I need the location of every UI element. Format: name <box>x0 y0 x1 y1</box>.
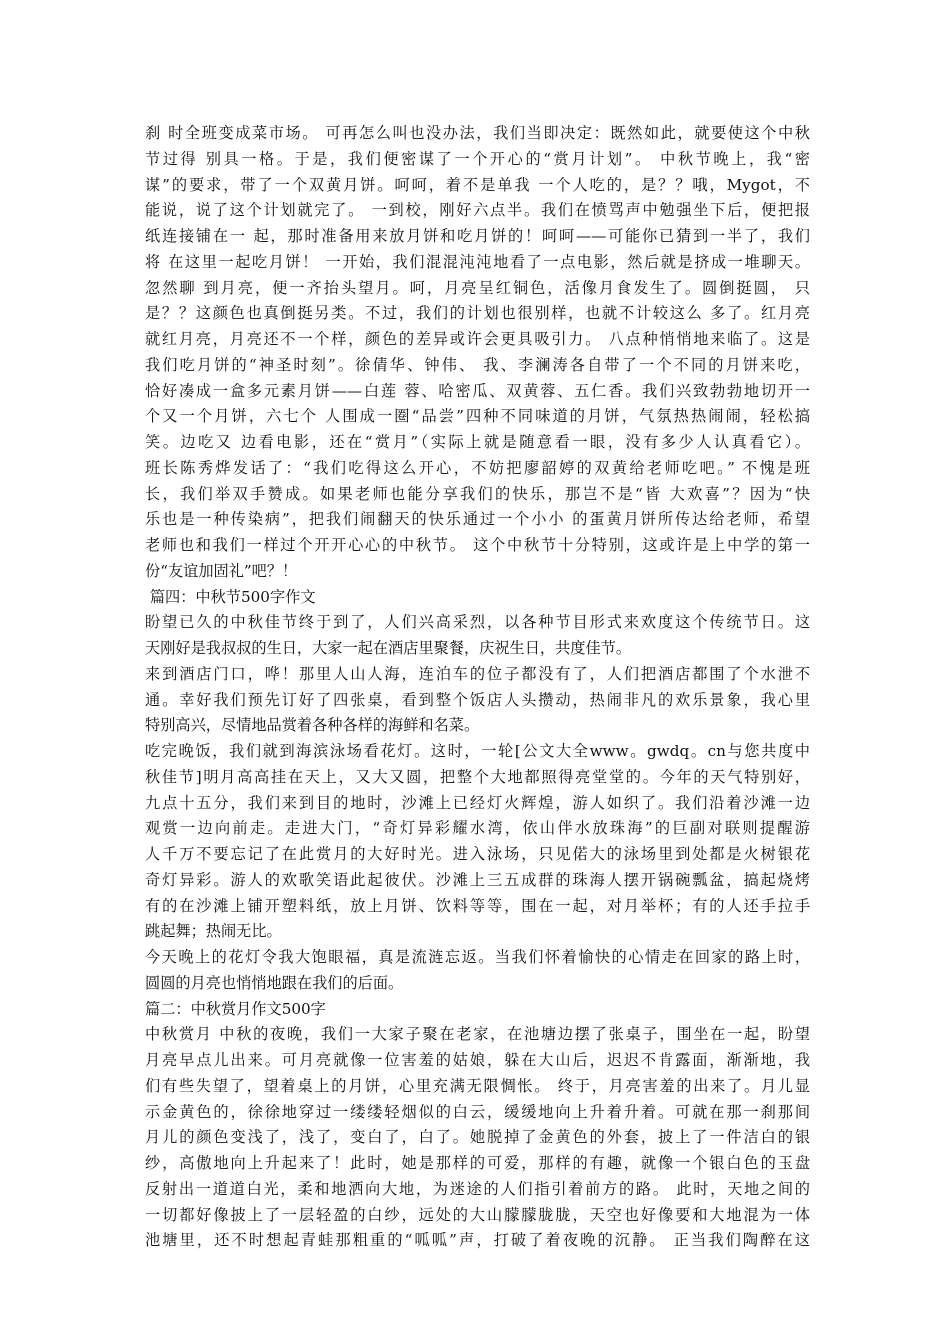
text-line: 乐也是一种传染病”，把我们闹翻天的快乐通过一个小小 的蛋黄月饼所传达给老师，希望 <box>145 510 810 529</box>
text-line: 中秋赏月 中秋的夜晚，我们一大家子聚在老家，在池塘边摆了张桌子，围坐在一起，盼望 <box>145 1025 810 1044</box>
text-line: 恰好凑成一盒多元素月饼——白莲 蓉、哈密瓜、双黄蓉、五仁香。我们兴致勃勃地切开一 <box>145 381 810 400</box>
text-line: 人千万不要忘记了在此赏月的大好时光。进入泳场，只见偌大的泳场里到处都是火树银花 <box>145 845 810 863</box>
text-line: 纱，高傲地向上升起来了！此时，她是那样的可爱，那样的有趣，就像一个银白色的玉盘 <box>145 1154 810 1172</box>
text-line: 笑。边吃又 边看电影，还在“赏月”（实际上就是随意看一眼，没有多少人认真看它）。 <box>145 433 810 451</box>
text-line: 有的在沙滩上铺开塑料纸，放上月饼、饮料等等，围在一起，对月举杯；有的人还手拉手 <box>145 896 810 915</box>
text-line: 盼望已久的中秋佳节终于到了，人们兴高采烈，以各种节目形式来欢度这个传统节日。这 <box>145 613 810 632</box>
text-line: 吃完晚饭，我们就到海滨泳场看花灯。这时，一轮[公文大全www。gwdq。cn与您共度中 <box>145 742 810 760</box>
text-line: 份“友谊加固礼”吧？！ <box>145 561 298 580</box>
text-line: 刹 时全班变成菜市场。 可再怎么叫也没办法，我们当即决定：既然如此，就要使这个中秋 <box>145 124 810 142</box>
text-line: 们有些失望了，望着桌上的月饼，心里充满无限惆怅。 终于，月亮害羞的出来了。月儿显 <box>145 1076 810 1095</box>
text-line: 一切都好像披上了一层轻盈的白纱，远处的大山朦朦胧胧，天空也好像要和大地混为一体 <box>145 1205 810 1224</box>
text-line: 今天晚上的花灯令我大饱眼福，真是流涟忘返。当我们怀着愉快的心情走在回家的路上时， <box>145 948 810 966</box>
text-line: 秋佳节]明月高高挂在天上，又大又圆，把整个大地都照得亮堂堂的。今年的天气特别好， <box>145 767 810 786</box>
text-line: 谋”的要求，带了一个双黄月饼。呵呵，着不是单我 一个人吃的，是？？哦，Mygot，不 <box>145 175 810 194</box>
text-line: 班长陈秀烨发话了：“我们吃得这么开心，不妨把廖韶婷的双黄给老师吃吧。” 不愧是班 <box>145 458 810 477</box>
text-line: 来到酒店门口，哗！那里人山人海，连泊车的位子都没有了，人们把酒店都围了个水泄不 <box>145 664 810 683</box>
text-line: 将 在这里一起吃月饼！ 一开始，我们混混沌沌地看了一点电影，然后就是挤成一堆聊天。 <box>145 252 810 271</box>
text-line: 就红月亮，月亮还不一个样，颜色的差异或许会更具吸引力。 八点种悄悄地来临了。这是 <box>145 330 810 348</box>
text-line: 老师也和我们一样过个开开心心的中秋节。 这个中秋节十分特别，这或许是上中学的第一 <box>145 536 810 554</box>
text-line: 特别高兴，尽情地品赏着各种各样的海鲜和名菜。 <box>145 716 480 735</box>
text-line: 月亮早点儿出来。可月亮就像一位害羞的姑娘，躲在大山后，迟迟不肯露面，渐渐地，我 <box>145 1051 810 1069</box>
text-line: 个又一个月饼，六七个 人围成一圈“品尝”四种不同味道的月饼，气氛热热闹闹，轻松搞 <box>145 407 810 426</box>
document-body <box>145 121 810 1254</box>
section-heading: 篇四：中秋节500字作文 <box>145 587 316 606</box>
text-line: 通。幸好我们预先订好了四张桌，看到整个饭店人头攒动，热闹非凡的欢乐景象，我心里 <box>145 690 810 709</box>
text-line: 节过得 别具一格。于是，我们便密谋了一个开心的“赏月计划”。 中秋节晚上，我“密 <box>145 149 810 168</box>
text-line: 跳起舞；热闹无比。 <box>145 922 282 941</box>
text-line: 能说，说了这个计划就完了。 一到校，刚好六点半。我们在愤骂声中勉强坐下后，便把报 <box>145 201 810 220</box>
text-line: 九点十五分，我们来到目的地时，沙滩上已经灯火辉煌，游人如织了。我们沿着沙滩一边 <box>145 793 810 812</box>
text-line: 纸连接铺在一 起，那时准备用来放月饼和吃月饼的！呵呵——可能你已猜到一半了，我们 <box>145 227 810 245</box>
text-line: 是？？这颜色也真倒挺另类。不过，我们的计划也很别样，也就不计较这么 多了。红月亮 <box>145 304 810 323</box>
text-line: 示金黄色的，徐徐地穿过一缕缕轻烟似的白云，缓缓地向上升着升着。可就在那一刹那间 <box>145 1102 810 1121</box>
text-line: 圆圆的月亮也悄悄地跟在我们的后面。 <box>145 973 404 992</box>
text-line: 长，我们举双手赞成。如果老师也能分享我们的快乐，那岂不是“皆 大欢喜”？因为“快 <box>145 484 810 503</box>
text-line: 奇灯异彩。游人的欢歌笑语此起彼伏。沙滩上三五成群的珠海人摆开锅碗瓢盆，搞起烧烤 <box>145 870 810 889</box>
text-line: 天刚好是我叔叔的生日，大家一起在酒店里聚餐，庆祝生日，共度佳节。 <box>145 639 631 657</box>
text-line: 反射出一道道白光，柔和地洒向大地，为迷途的人们指引着前方的路。 此时，天地之间的 <box>145 1179 810 1198</box>
text-line: 池塘里，还不时想起青蛙那粗重的“呱呱”声，打破了着夜晚的沉静。 正当我们陶醉在这 <box>145 1231 810 1250</box>
text-line: 我们吃月饼的“神圣时刻”。徐倩华、钟伟、 我、李澜涛各自带了一个不同的月饼来吃， <box>145 355 810 374</box>
section-heading: 篇二：中秋赏月作文500字 <box>145 999 326 1018</box>
text-line: 观赏一边向前走。走进大门，“奇灯异彩耀水湾，依山伴水放珠海”的巨副对联则提醒游 <box>145 819 810 838</box>
text-line: 忽然聊 到月亮，便一齐抬头望月。呵，月亮呈红铜色，活像月食发生了。圆倒挺圆， 只 <box>145 278 810 297</box>
text-line: 月儿的颜色变浅了，浅了，变白了，白了。她脱掉了金黄色的外套，披上了一件洁白的银 <box>145 1128 810 1147</box>
